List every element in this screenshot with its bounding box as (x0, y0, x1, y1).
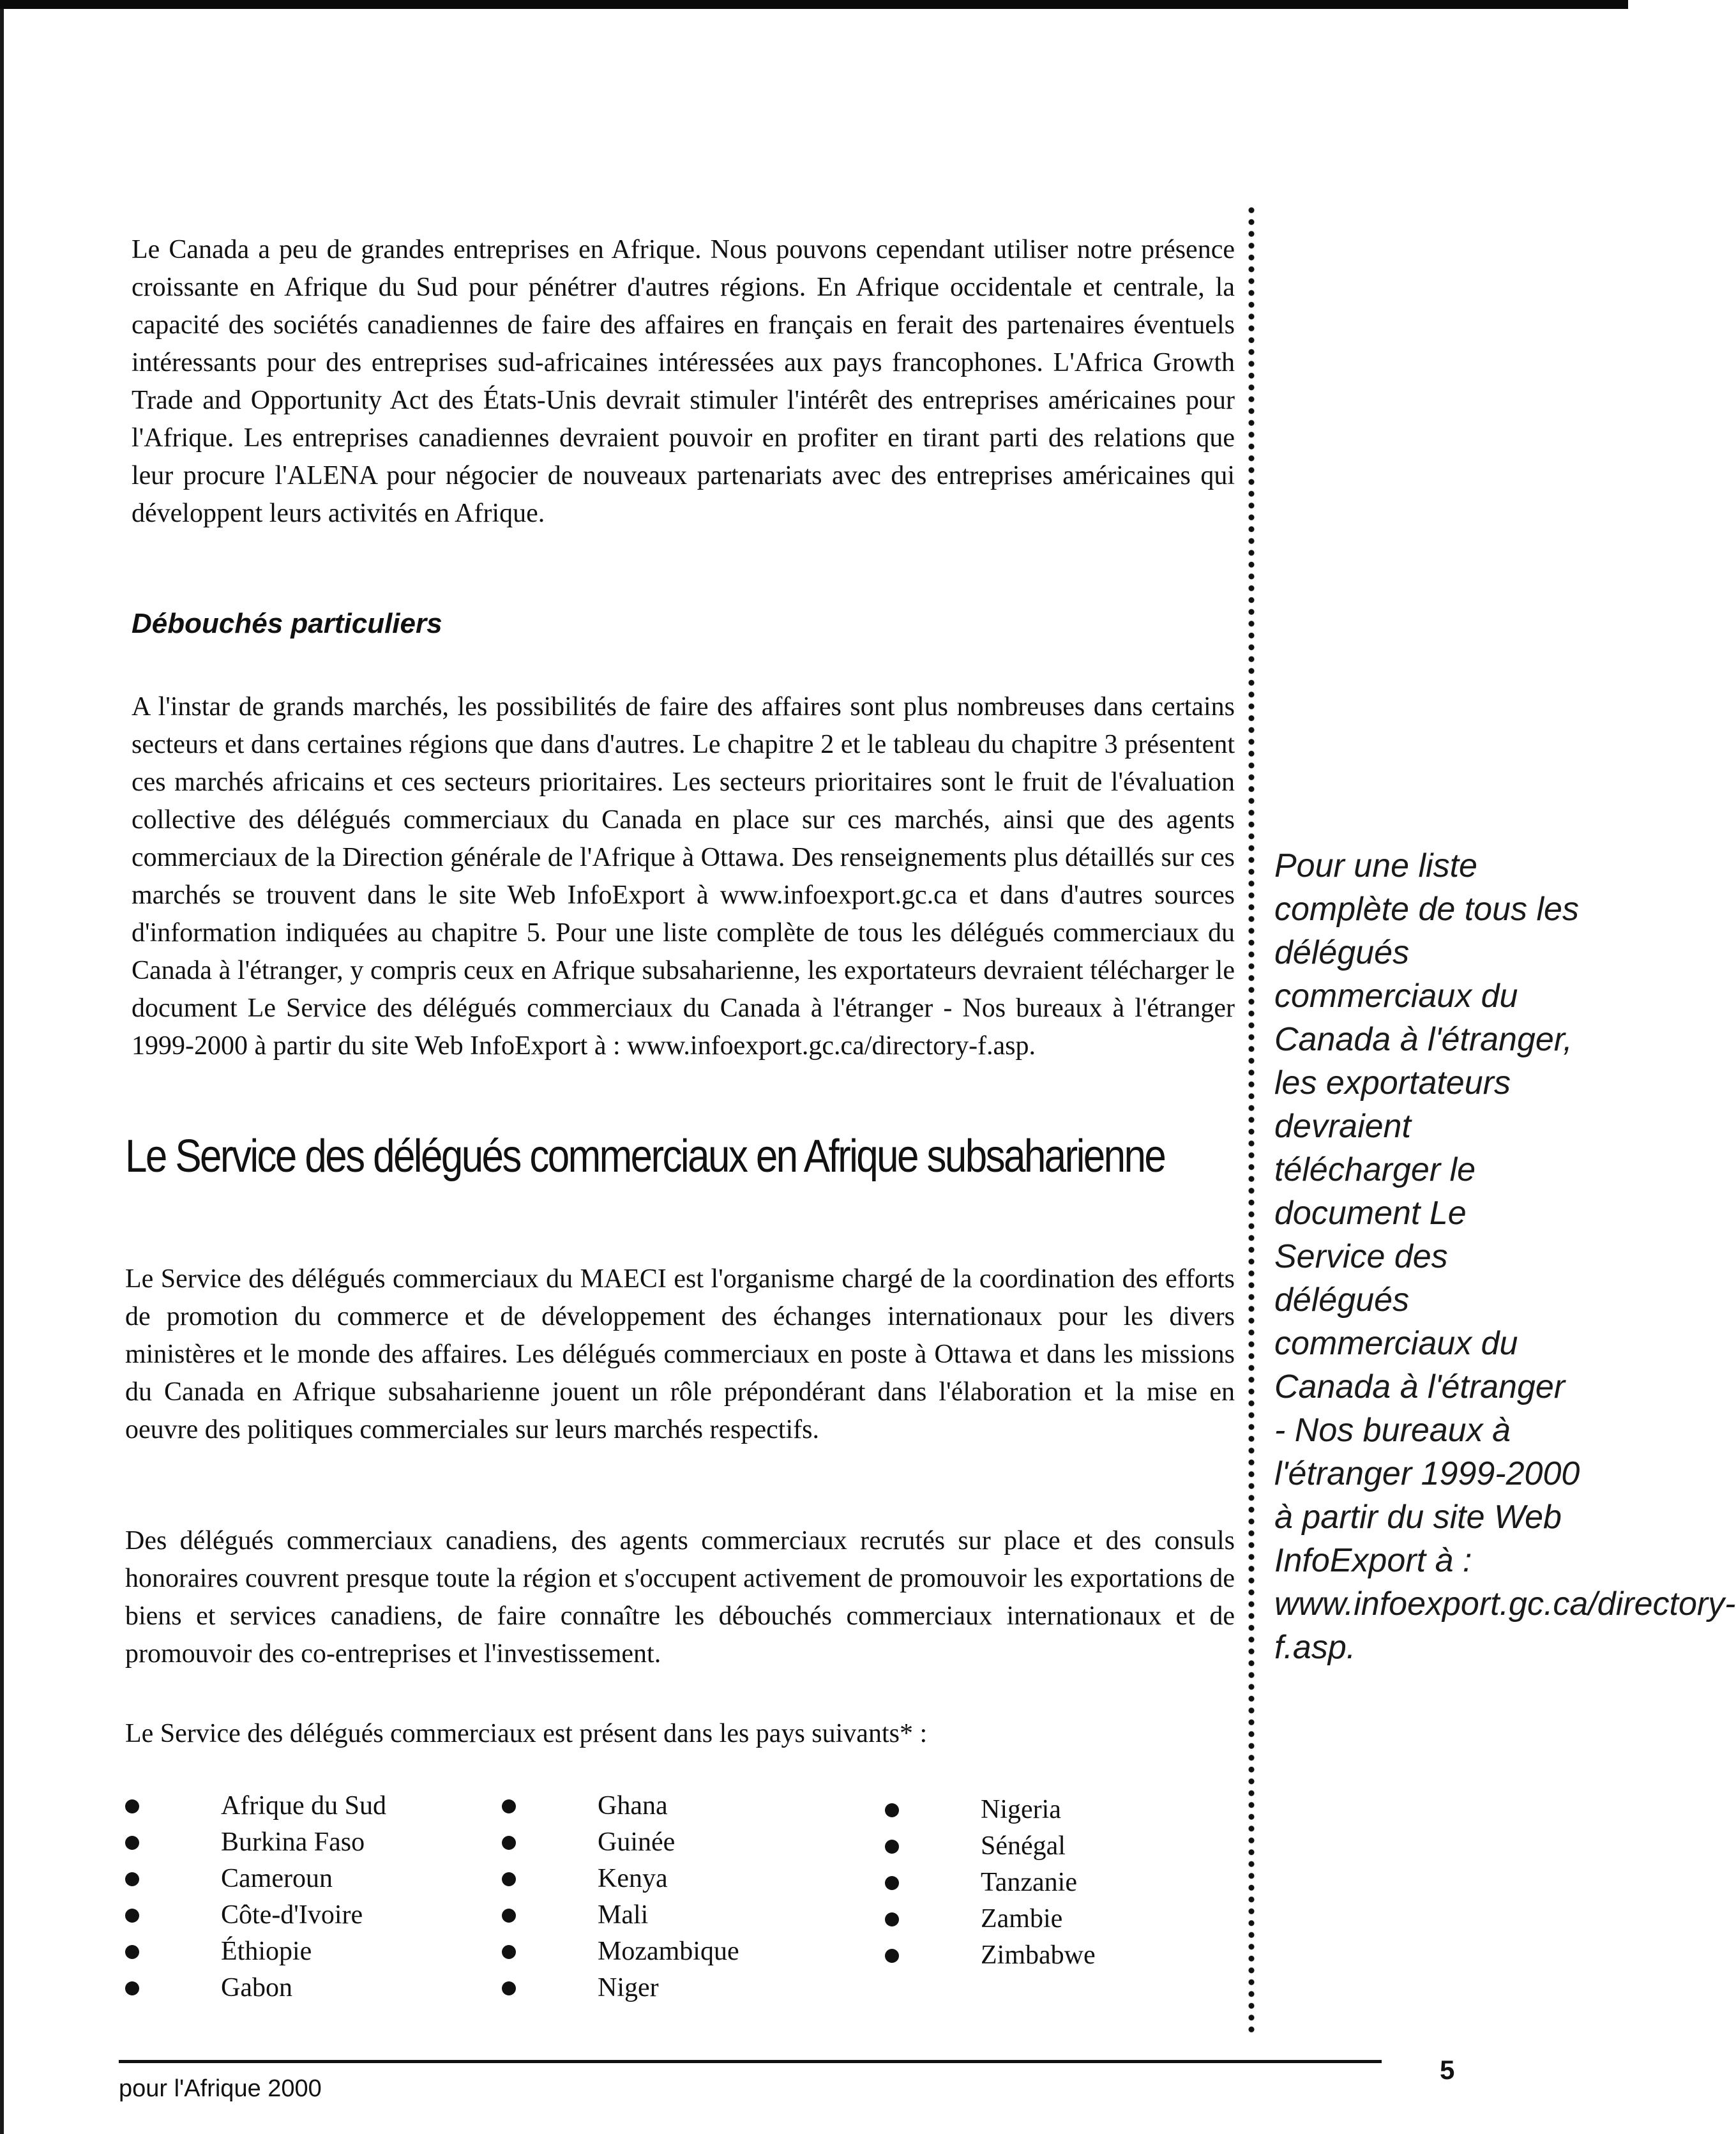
country-name: Sénégal (981, 1831, 1066, 1861)
bullet-icon (885, 1912, 899, 1926)
scan-top-edge (0, 0, 1628, 9)
bullet-icon (502, 1909, 516, 1923)
country-name: Zimbabwe (981, 1941, 1096, 1970)
sidebar-note: Pour une liste complète de tous les délégués commerciaux du Canada à l'étranger, les exportateurs devraient télécharger le document Le Service des délégués commerciaux du Canada à l'étranger - Nos bureaux à l'étranger 1999-2000 à partir du site Web InfoExport à : www.infoexport.gc.ca/directory-f.asp. (1274, 847, 1736, 1666)
bullet-icon (502, 1945, 516, 1959)
bullet-icon (502, 1981, 516, 1995)
country-name: Côte-d'Ivoire (221, 1900, 363, 1930)
bullet-icon (885, 1803, 899, 1817)
country-name: Ghana (598, 1791, 668, 1820)
page-number: 5 (1440, 2055, 1455, 2085)
bullet-icon (125, 1836, 139, 1850)
footer-rule (119, 2060, 1382, 2063)
debouches-paragraph: A l'instar de grands marchés, les possibilités de faire des affaires sont plus nombreuses dans certains secteurs et dans certaines régions que dans d'autres. Le chapitre 2 et le tableau du chapitre 3 présentent ces marchés africains et ces secteurs prioritaires. Les secteurs prioritaires sont le fruit de l'évaluation collective des délégués commerciaux du Canada en place sur ces marchés, ainsi que des agents commerciaux de la Direction générale de l'Afrique à Ottawa. Des renseignements plus détaillés sur ces marchés se trouvent dans le site Web InfoExport à www.infoexport.gc.ca et dans d'autres sources d'information indiquées au chapitre 5. Pour une liste complète de tous les délégués commerciaux du Canada à l'étranger, y compris ceux en Afrique subsaharienne, les exportateurs devraient télécharger le document Le Service des délégués commerciaux du Canada à l'étranger - Nos bureaux à l'étranger 1999-2000 à partir du site Web InfoExport à : www.infoexport.gc.ca/directory-f.asp. (132, 692, 1235, 1061)
country-name: Gabon (221, 1973, 292, 2002)
bullet-icon (885, 1949, 899, 1963)
intro-paragraph: Le Canada a peu de grandes entreprises en Afrique. Nous pouvons cependant utiliser notre présence croissante en Afrique du Sud pour pénétrer d'autres régions. En Afrique occidentale et centrale, la capacité des sociétés canadiennes de faire des affaires en français en ferait des partenaires éventuels intéressants pour des entreprises sud-africaines intéressées aux pays francophones. L'Africa Growth Trade and Opportunity Act des États-Unis devrait stimuler l'intérêt des entreprises américaines pour l'Afrique. Les entreprises canadiennes devraient pouvoir en profiter en tirant parti des relations que leur procure l'ALENA pour négocier de nouveaux partenariats avec des entreprises américaines qui développent leurs activités en Afrique. (132, 235, 1235, 528)
bullet-icon (502, 1799, 516, 1813)
bullet-icon (885, 1876, 899, 1890)
section-heading: Le Service des délégués commerciaux en Afrique subsaharienne (125, 1131, 1165, 1182)
bullet-icon (125, 1909, 139, 1923)
bullet-icon (125, 1945, 139, 1959)
country-name: Zambie (981, 1904, 1063, 1933)
country-name: Tanzanie (981, 1868, 1077, 1897)
country-name: Guinée (598, 1828, 676, 1857)
bullet-icon (502, 1872, 516, 1886)
bullet-icon (885, 1840, 899, 1854)
country-name: Mali (598, 1900, 649, 1930)
country-name: Kenya (598, 1864, 668, 1893)
country-name: Niger (598, 1973, 659, 2002)
countries-intro: Le Service des délégués commerciaux est présent dans les pays suivants* : (125, 1719, 928, 1748)
service-paragraph-2: Des délégués commerciaux canadiens, des agents commerciaux recrutés sur place et des consuls honoraires couvrent presque toute la région et s'occupent activement de promouvoir les exportations de biens et services canadiens, de faire connaître les débouchés commerciaux internationaux et de promouvoir des co-entreprises et l'investissement. (125, 1526, 1235, 1669)
bullet-icon (502, 1836, 516, 1850)
subheading-debouches: Débouchés particuliers (132, 608, 442, 639)
country-list (125, 1788, 1236, 2005)
country-name: Burkina Faso (221, 1828, 365, 1857)
country-name: Nigeria (981, 1795, 1061, 1824)
scan-left-edge (0, 9, 4, 2134)
service-paragraph-1: Le Service des délégués commerciaux du MAECI est l'organisme chargé de la coordination des efforts de promotion du commerce et de développement des échanges internationaux pour les divers ministères et le monde des affaires. Les délégués commerciaux en poste à Ottawa et dans les missions du Canada en Afrique subsaharienne jouent un rôle prépondérant dans l'élaboration et la mise en oeuvre des politiques commerciales sur leurs marchés respectifs. (125, 1264, 1235, 1444)
bullet-icon (125, 1799, 139, 1813)
footer-text: pour l'Afrique 2000 (119, 2075, 322, 2102)
bullet-icon (125, 1872, 139, 1886)
dotted-divider (1247, 204, 1256, 2037)
bullet-icon (125, 1981, 139, 1995)
country-name: Afrique du Sud (221, 1791, 386, 1820)
country-name: Mozambique (598, 1937, 739, 1966)
country-name: Éthiopie (221, 1937, 312, 1966)
country-name: Cameroun (221, 1864, 333, 1893)
